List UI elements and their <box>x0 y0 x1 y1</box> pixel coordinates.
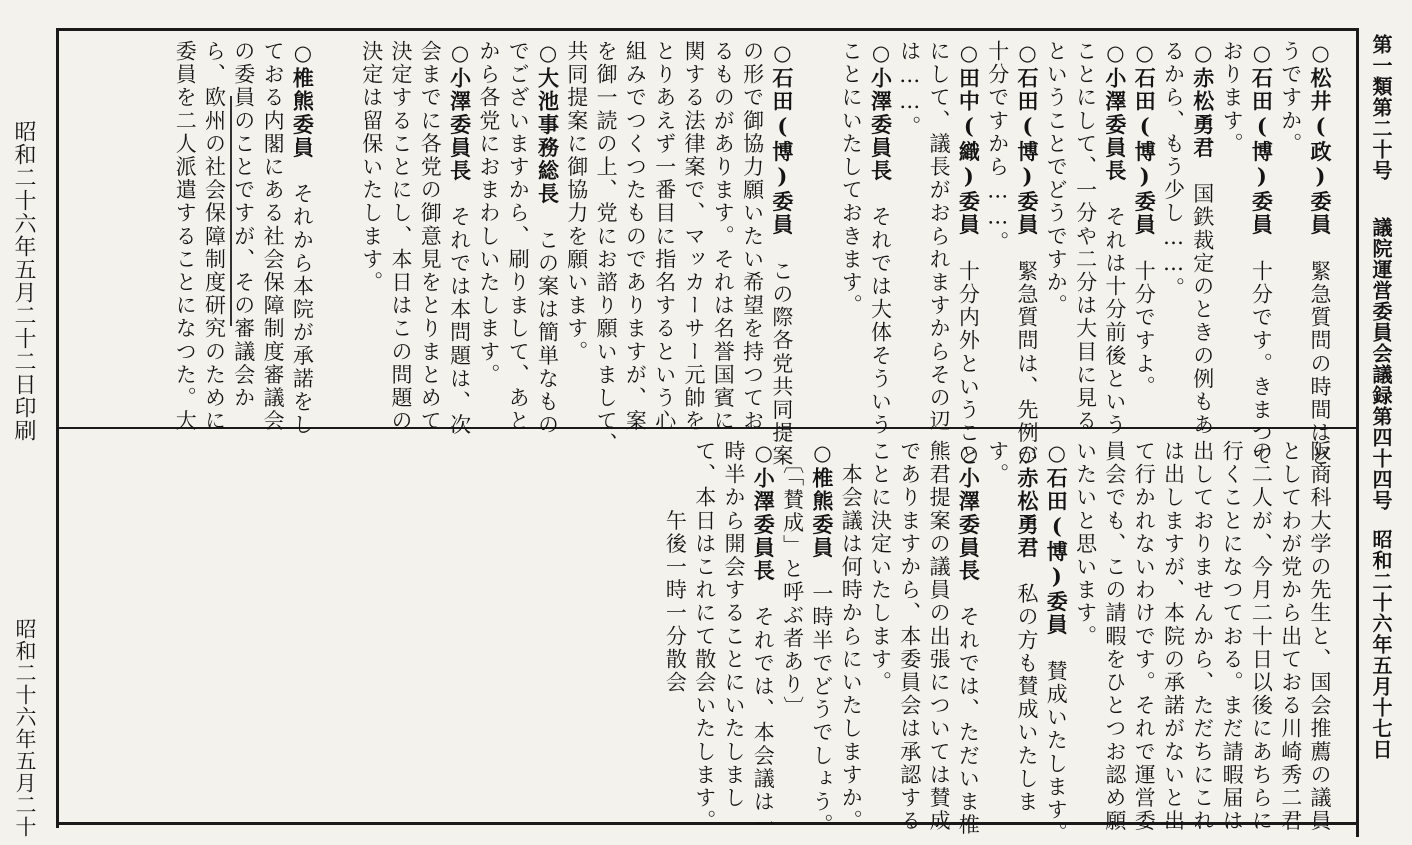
bottom-text-column: て、本日はこれにて散会いたします。 <box>692 440 717 833</box>
speaker-name: ○田中(織)委員 <box>956 40 982 237</box>
bottom-text-column: ○椎熊委員 一時半でどうでしょう。 <box>809 440 835 837</box>
top-text-column: の委員のことですが、その審議会か <box>231 40 256 410</box>
bottom-text-column: ○小澤委員長 それでは、本会議は一 <box>751 440 777 837</box>
top-text-column: ことにいたしておきます。 <box>839 40 864 318</box>
top-text-column: ○石田(博)委員 この際各党共同提案 <box>769 40 795 468</box>
print-date: 昭和二十六年五月二十二日印刷 <box>11 120 36 442</box>
speaker-name: ○小澤委員長 <box>1102 40 1128 183</box>
speaker-name: ○小澤委員長 <box>956 440 982 583</box>
bottom-text-column: 員会でも、この請暇をひとつお認め願 <box>1102 440 1127 833</box>
top-text-column: ○石田(博)委員 十分です。きまつて <box>1249 40 1275 468</box>
top-text-column: 会までに各党の御意見をとりまとめて <box>418 40 443 433</box>
top-text-column: ○石田(博)委員 十分ですよ。 <box>1132 40 1158 399</box>
top-text-column: ○赤松勇君 国鉄裁定のときの例もあ <box>1190 40 1216 437</box>
frame-right-rule <box>1356 28 1359 837</box>
bottom-text-column: の二人が、今月二十日以後にあちらに <box>1249 440 1274 833</box>
top-text-column: 決定することにし、本日はこの問題の <box>389 40 413 433</box>
top-text-column: ことにして、一分や二分は大目に見る <box>1073 40 1098 433</box>
bottom-text-column: でありますから、本委員会は承認する <box>897 440 922 833</box>
bottom-text-column: 本会議は何時からにいたしますか。 <box>839 440 864 833</box>
top-text-column: 関する法律案で、マッカーサー元帥を <box>682 40 706 433</box>
top-text-column: るものがあります。それは名誉国賓に <box>711 40 736 433</box>
top-text-column: は……。 <box>897 40 922 139</box>
top-text-column: の形で御協力願いたい希望を持つてお <box>740 40 765 433</box>
bottom-text-column: 熊君提案の議員の出張については賛成 <box>927 440 952 833</box>
bottom-text-column: ことに決定いたします。 <box>868 440 893 695</box>
top-text-column: ○小澤委員長 それでは本問題は、次 <box>447 40 473 437</box>
top-text-column: ○松井(政)委員 緊急質問の時間はど <box>1308 40 1333 468</box>
top-text-column: にして、議長がおられますからその辺 <box>927 40 952 433</box>
page-header <box>1367 34 1396 837</box>
bottom-text-column: て行かれないわけです。それで運営委 <box>1132 440 1157 833</box>
bottom-text-column: 阪商科大学の先生と、国会推薦の議員 <box>1308 440 1332 833</box>
print-date-partial: 昭和二十六年五月二十 <box>13 618 37 838</box>
top-text-column: ておる内閣にある社会保障制度審議会 <box>261 40 286 433</box>
speaker-name: ○赤松勇君 <box>1190 40 1216 160</box>
top-text-column: るから、もう少し……。 <box>1161 40 1186 301</box>
bottom-text-column: いたいと思います。 <box>1073 440 1098 648</box>
top-text-column: とりあえず一番目に指名するという心 <box>652 40 677 433</box>
speaker-name: ○大池事務総長 <box>535 40 561 206</box>
top-text-column: を御一読の上、党にお諮り願いまして、 <box>594 40 619 456</box>
bottom-text-column: 出しておりませんから、ただちにこれ <box>1190 440 1215 833</box>
speaker-name: ○椎熊委員 <box>290 40 316 160</box>
bottom-text-column: ○石田(博)委員 賛成いたします。 <box>1044 440 1070 845</box>
frame-middle-rule <box>58 427 1358 429</box>
series-number: 第一類第二十号 <box>1369 34 1393 181</box>
top-text-column: ○大池事務総長 この案は簡単なもの <box>535 40 561 437</box>
top-text-column: うですか。 <box>1278 40 1303 156</box>
top-text-column: でございますから、刷りまして、あと <box>506 40 531 433</box>
speaker-name: ○石田(博)委員 <box>769 40 795 237</box>
top-text-column: ○小澤委員長 それは十分前後という <box>1102 40 1128 437</box>
top-text-column: ということでどうですか。 <box>1044 40 1069 318</box>
speaker-name: ○赤松勇君 <box>1015 440 1040 560</box>
top-text-column: 組みでつくつたものでありますが、案 <box>623 40 648 433</box>
bottom-text-column: 行くことになつておる。まだ請暇届は <box>1220 440 1245 833</box>
speaker-name: ○小澤委員長 <box>868 40 894 183</box>
top-text-column: 共同提案に御協力を願います。 <box>564 40 589 364</box>
top-text-column: おります。 <box>1220 40 1245 156</box>
speaker-name: ○石田(博)委員 <box>1132 40 1158 237</box>
speaker-name: ○石田(博)委員 <box>1015 40 1040 237</box>
top-text-column: ○小澤委員長 それでは大体そういう <box>868 40 894 437</box>
frame-top-rule <box>58 28 1358 31</box>
document-title: 議院運営委員会議録第四十四号 <box>1369 217 1393 511</box>
bottom-text-column: は出しますが、本院の承諾がないと出 <box>1161 440 1186 833</box>
session-date: 昭和二十六年五月十七日 <box>1369 529 1393 760</box>
speaker-name: ○石田(博)委員 <box>1044 440 1070 637</box>
bottom-text-column: としてわが党から出ておる川崎秀二君 <box>1278 440 1303 833</box>
top-text-column: 委員を二人派遣することになつた。大 <box>173 40 198 433</box>
top-text-column: ○椎熊委員 それから本院が承諾をし <box>290 40 316 437</box>
bottom-text-column: ○赤松勇君 私の方も賛成いたしま <box>1015 440 1040 814</box>
speaker-name: ○石田(博)委員 <box>1249 40 1275 237</box>
speaker-name: ○小澤委員長 <box>751 440 777 583</box>
bottom-text-column: 〔「賛成」と呼ぶ者あり〕 <box>780 440 805 720</box>
top-text-column: 十分ですから……。 <box>985 40 1010 254</box>
top-text-column: 決定は留保いたします。 <box>359 40 384 295</box>
top-text-column: ら、欧州の社会保障制度研究のために <box>202 40 227 433</box>
bottom-text-column: 午後一時一分散会 <box>663 440 688 695</box>
top-text-column: ○石田(博)委員 緊急質問は、先例が <box>1015 40 1040 468</box>
speaker-name: ○松井(政)委員 <box>1308 40 1333 237</box>
top-text-column: から各党におまわしいたします。 <box>476 40 501 387</box>
bottom-text-column: す。 <box>985 440 1010 487</box>
speaker-name: ○椎熊委員 <box>809 440 835 560</box>
bottom-text-column: ○小澤委員長 それでは、ただいま椎 <box>956 440 982 837</box>
speaker-name: ○小澤委員長 <box>447 40 473 183</box>
top-text-column: ○田中(織)委員 十分内外ということ <box>956 40 982 468</box>
bottom-text-column: 時半から開会することにいたしまし <box>722 440 746 810</box>
